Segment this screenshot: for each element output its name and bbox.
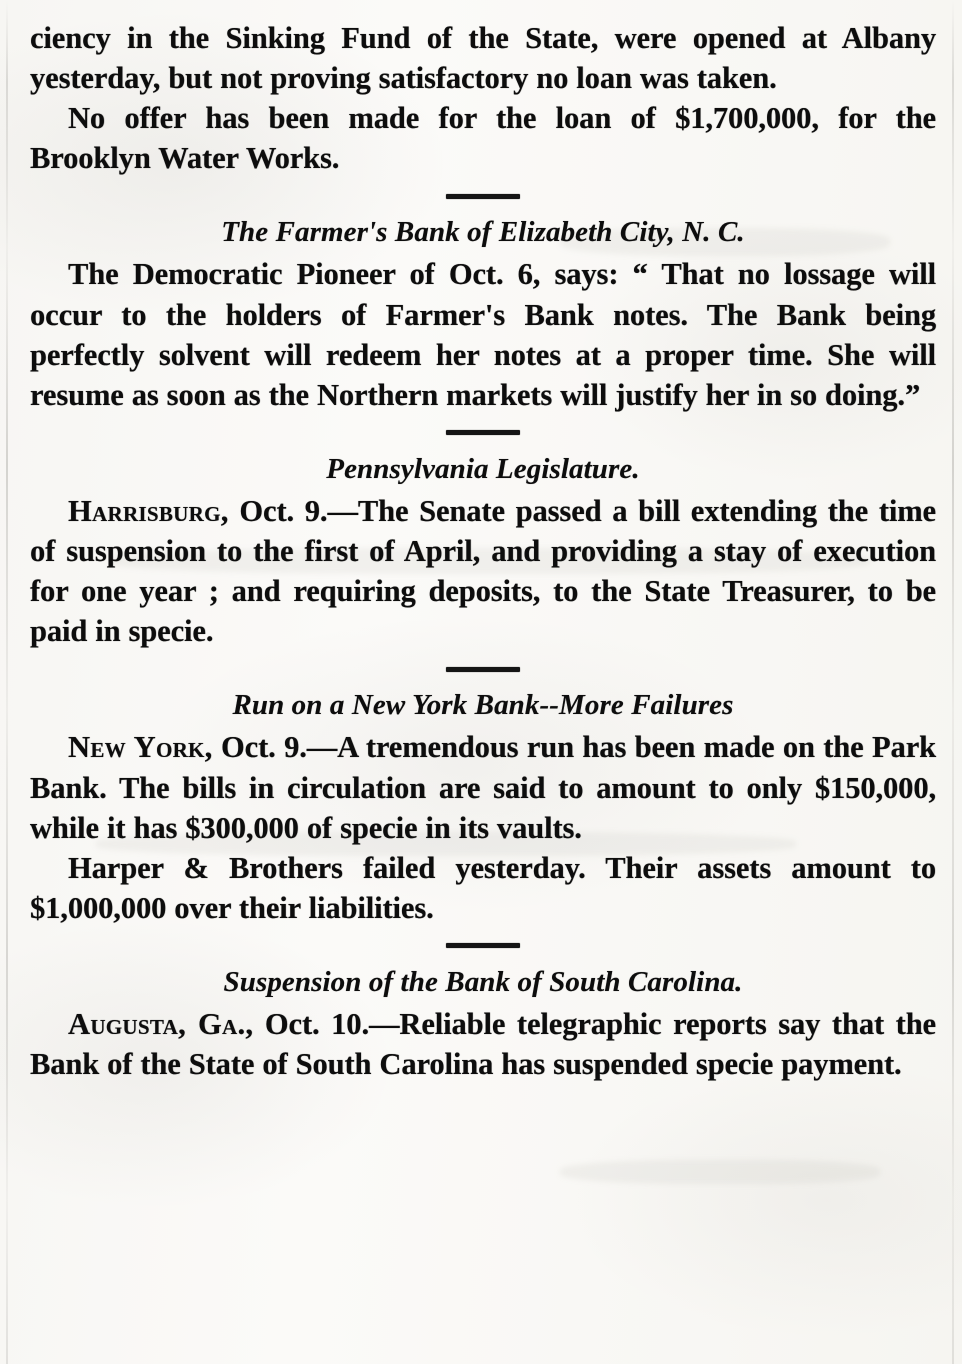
paragraph-harper-brothers: Harper & Brothers failed yesterday. Their assets amount to $1,000,000 over their liabilities. (30, 850, 936, 925)
section-divider (30, 651, 936, 687)
divider-rule (446, 194, 520, 199)
paragraph-bank-south-carolina (30, 1004, 936, 1084)
paragraph-body: Oct. 10.—Reliable telegraphic reports say that the Bank of the State of South Carolina has suspended specie payment. (30, 1007, 936, 1082)
headline-suspension-bank-south-carolina: Suspension of the Bank of South Carolina. (223, 965, 743, 998)
section-divider (30, 415, 936, 451)
dateline-new-york: New York, (68, 730, 213, 765)
paragraph-farmers-bank: The Democratic Pioneer of Oct. 6, says: “ That no lossage will occur to the holders of Farmer's Bank notes. The Bank being perfectly solvent will redeem her notes at a proper time. She will resume as soon as the Northern markets will justify her in so doing.” (30, 257, 936, 412)
divider-rule (446, 430, 520, 435)
paragraph-body: Oct. 9.—A tremendous run has been made on the Park Bank. The bills in circulation are said to amount to only $150,000, while it has $300,000 of specie in its vaults. (30, 730, 936, 845)
divider-rule (446, 667, 520, 672)
section-divider (30, 928, 936, 964)
paper-smudge (560, 1160, 880, 1184)
paragraph-continued: ciency in the Sinking Fund of the State, were opened at Albany yesterday, but not proving satisfactory no loan was taken. (30, 21, 936, 96)
headline-farmers-bank: The Farmer's Bank of Elizabeth City, N. C. (221, 216, 745, 249)
dateline-augusta: Augusta, Ga., (68, 1007, 254, 1042)
paragraph-pennsylvania-legislature (30, 491, 936, 651)
paragraph-brooklyn-loan: No offer has been made for the loan of $1,700,000, for the Brooklyn Water Works. (30, 101, 936, 176)
dateline-harrisburg: Harrisburg, (68, 493, 229, 528)
column-rule-right (952, 0, 954, 1364)
headline-pennsylvania-legislature: Pennsylvania Legislature. (326, 452, 640, 485)
section-divider (30, 178, 936, 214)
paragraph-park-bank-run (30, 727, 936, 847)
divider-rule (446, 943, 520, 948)
column-rule-left (6, 0, 8, 1364)
headline-run-on-new-york-bank: Run on a New York Bank--More Failures (232, 689, 734, 722)
paragraph-body: Oct. 9.—The Senate passed a bill extending the time of suspension to the first of April, and providing a stay of execution for one year ; and requiring deposits, to the State Treasurer, to be paid in specie. (30, 493, 936, 649)
article-column (30, 18, 936, 1084)
